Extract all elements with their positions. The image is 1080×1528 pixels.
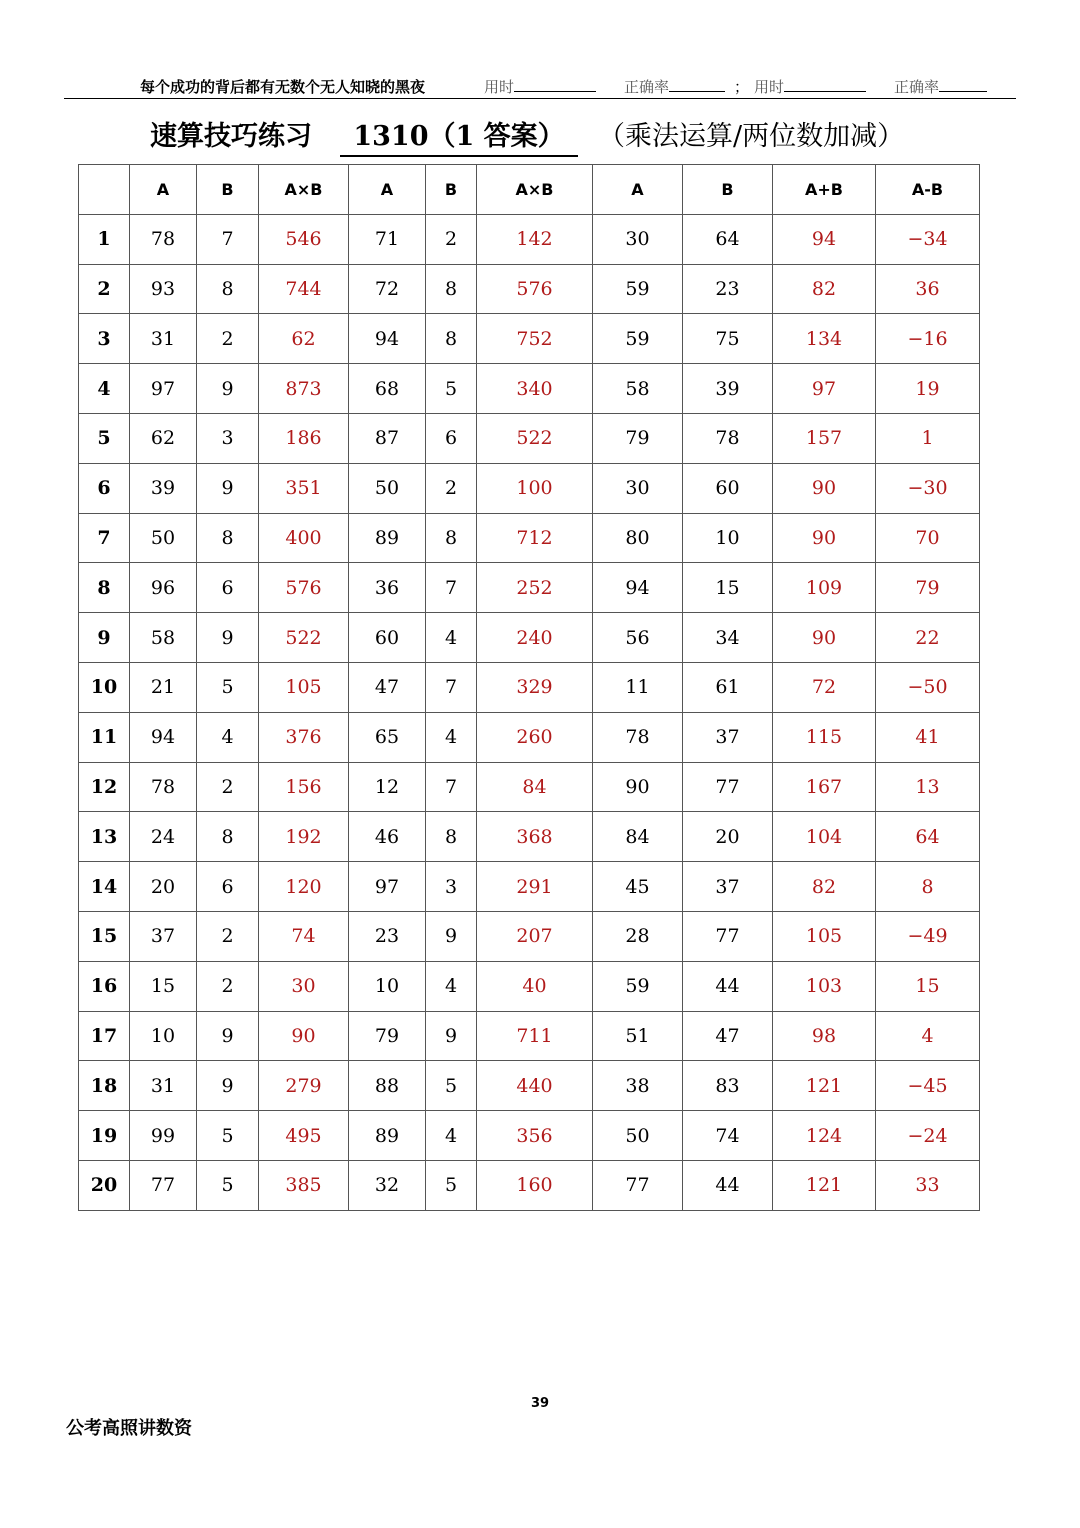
answer-cell: 64 [876,812,980,862]
answer-cell: 105 [773,911,876,961]
table-row [79,563,980,613]
operand-cell: 88 [349,1061,426,1111]
operand-cell: 11 [593,662,683,712]
operand-cell: 7 [426,662,477,712]
operand-cell: 31 [130,1061,197,1111]
answer-cell: 84 [477,762,593,812]
operand-cell: 2 [197,314,259,364]
table-header-row [79,165,980,215]
footer-text: 公考高照讲数资 [66,1418,192,1439]
operand-cell: 20 [130,862,197,912]
row-number: 3 [79,314,130,364]
answer-cell: 1 [876,413,980,463]
operand-cell: 59 [593,961,683,1011]
operand-cell: 51 [593,1011,683,1061]
answer-cell: −16 [876,314,980,364]
table-row [79,613,980,663]
operand-cell: 10 [683,513,773,563]
title-subtitle: （乘法运算/两位数加减） [598,121,905,152]
row-number: 10 [79,662,130,712]
operand-cell: 94 [349,314,426,364]
operand-cell: 61 [683,662,773,712]
column-header: A [593,165,683,215]
accuracy-label-2: 正确率 [894,78,940,96]
accuracy-field-2 [894,76,987,97]
operand-cell: 8 [426,812,477,862]
table-row [79,862,980,912]
operand-cell: 56 [593,613,683,663]
operand-cell: 71 [349,214,426,264]
operand-cell: 80 [593,513,683,563]
accuracy-field-1 [624,76,725,97]
operand-cell: 78 [593,712,683,762]
answer-cell: 351 [259,463,349,513]
operand-cell: 9 [197,613,259,663]
table-row [79,662,980,712]
row-number: 9 [79,613,130,663]
operand-cell: 6 [426,413,477,463]
column-header [79,165,130,215]
answer-cell: 356 [477,1111,593,1161]
operand-cell: 99 [130,1111,197,1161]
answer-cell: 90 [259,1011,349,1061]
answer-cell: 752 [477,314,593,364]
operand-cell: 15 [130,961,197,1011]
operand-cell: 4 [197,712,259,762]
operand-cell: 2 [197,911,259,961]
operand-cell: 5 [426,1160,477,1210]
answer-cell: 82 [773,264,876,314]
operand-cell: 37 [683,862,773,912]
answer-cell: 121 [773,1061,876,1111]
table-row [79,364,980,414]
answer-cell: 156 [259,762,349,812]
answer-cell: 62 [259,314,349,364]
answer-cell: 252 [477,563,593,613]
answer-cell: 167 [773,762,876,812]
operand-cell: 37 [130,911,197,961]
operand-cell: 45 [593,862,683,912]
operand-cell: 8 [426,314,477,364]
operand-cell: 8 [426,513,477,563]
column-header: A [349,165,426,215]
operand-cell: 59 [593,314,683,364]
table-row [79,1160,980,1210]
operand-cell: 79 [349,1011,426,1061]
operand-cell: 9 [426,1011,477,1061]
operand-cell: 93 [130,264,197,314]
answer-cell: 15 [876,961,980,1011]
operand-cell: 77 [683,911,773,961]
table-row [79,911,980,961]
motto-text: 每个成功的背后都有无数个无人知晓的黑夜 [140,78,426,96]
operand-cell: 21 [130,662,197,712]
answer-cell: 33 [876,1160,980,1210]
answer-cell: 522 [259,613,349,663]
page-number: 39 [530,1396,550,1411]
row-number: 18 [79,1061,130,1111]
answer-cell: −24 [876,1111,980,1161]
row-number: 17 [79,1011,130,1061]
operand-cell: 58 [593,364,683,414]
operand-cell: 8 [197,812,259,862]
answer-cell: 103 [773,961,876,1011]
operand-cell: 64 [683,214,773,264]
answer-cell: 873 [259,364,349,414]
operand-cell: 4 [426,712,477,762]
operand-cell: 59 [593,264,683,314]
operand-cell: 79 [593,413,683,463]
operand-cell: 77 [593,1160,683,1210]
row-number: 11 [79,712,130,762]
operand-cell: 90 [593,762,683,812]
answer-cell: −34 [876,214,980,264]
operand-cell: 2 [426,463,477,513]
answer-cell: 440 [477,1061,593,1111]
operand-cell: 83 [683,1061,773,1111]
page-title [0,110,1080,154]
answer-cell: −49 [876,911,980,961]
row-number: 19 [79,1111,130,1161]
operand-cell: 62 [130,413,197,463]
operand-cell: 97 [130,364,197,414]
answer-cell: 100 [477,463,593,513]
answer-cell: 90 [773,613,876,663]
title-main: 速算技巧练习 [150,121,312,152]
operand-cell: 84 [593,812,683,862]
operand-cell: 30 [593,463,683,513]
operand-cell: 31 [130,314,197,364]
time-blank-1 [514,77,596,92]
operand-cell: 6 [197,862,259,912]
operand-cell: 38 [593,1061,683,1111]
answer-cell: 74 [259,911,349,961]
operand-cell: 9 [426,911,477,961]
row-number: 4 [79,364,130,414]
operand-cell: 77 [130,1160,197,1210]
answer-cell: 90 [773,513,876,563]
time-label-1: 用时 [484,78,515,96]
column-header: A+B [773,165,876,215]
operand-cell: 5 [426,1061,477,1111]
operand-cell: 94 [130,712,197,762]
operand-cell: 7 [426,762,477,812]
operand-cell: 96 [130,563,197,613]
operand-cell: 47 [349,662,426,712]
answer-cell: 385 [259,1160,349,1210]
operand-cell: 23 [349,911,426,961]
answer-cell: 240 [477,613,593,663]
operand-cell: 3 [197,413,259,463]
table-row [79,264,980,314]
table-row [79,762,980,812]
answer-cell: 40 [477,961,593,1011]
operand-cell: 75 [683,314,773,364]
operand-cell: 9 [197,364,259,414]
operand-cell: 5 [426,364,477,414]
operand-cell: 39 [130,463,197,513]
operand-cell: 68 [349,364,426,414]
separator: ； [734,78,750,96]
operand-cell: 78 [683,413,773,463]
operand-cell: 20 [683,812,773,862]
operand-cell: 97 [349,862,426,912]
answer-cell: 104 [773,812,876,862]
answer-cell: 82 [773,862,876,912]
answer-cell: 121 [773,1160,876,1210]
operand-cell: 4 [426,1111,477,1161]
answer-cell: 279 [259,1061,349,1111]
operand-cell: 9 [197,1011,259,1061]
operand-cell: 39 [683,364,773,414]
operand-cell: 32 [349,1160,426,1210]
accuracy-blank-1 [669,77,725,92]
answer-cell: 712 [477,513,593,563]
answer-cell: 115 [773,712,876,762]
answer-cell: 13 [876,762,980,812]
answer-cell: 495 [259,1111,349,1161]
answer-cell: 36 [876,264,980,314]
answer-cell: −30 [876,463,980,513]
operand-cell: 78 [130,214,197,264]
column-header: B [426,165,477,215]
answer-cell: 22 [876,613,980,663]
operand-cell: 50 [593,1111,683,1161]
operand-cell: 46 [349,812,426,862]
operand-cell: 12 [349,762,426,812]
answer-cell: 72 [773,662,876,712]
operand-cell: 94 [593,563,683,613]
column-header: A×B [259,165,349,215]
operand-cell: 3 [426,862,477,912]
operand-cell: 24 [130,812,197,862]
time-label-2: 用时 [754,78,785,96]
answer-cell: 192 [259,812,349,862]
row-number: 12 [79,762,130,812]
answer-cell: 340 [477,364,593,414]
answer-cell: 41 [876,712,980,762]
table-row [79,961,980,1011]
operand-cell: 78 [130,762,197,812]
operand-cell: 4 [426,613,477,663]
answer-cell: 98 [773,1011,876,1061]
answer-cell: 157 [773,413,876,463]
column-header: A [130,165,197,215]
operand-cell: 87 [349,413,426,463]
row-number: 20 [79,1160,130,1210]
column-header: A×B [477,165,593,215]
table-row [79,463,980,513]
answer-cell: 90 [773,463,876,513]
operand-cell: 8 [197,264,259,314]
operand-cell: 72 [349,264,426,314]
operand-cell: 10 [349,961,426,1011]
operand-cell: 8 [197,513,259,563]
page-header [0,76,1080,98]
answer-cell: 207 [477,911,593,961]
row-number: 5 [79,413,130,463]
answer-cell: 376 [259,712,349,762]
answer-cell: 109 [773,563,876,613]
row-number: 13 [79,812,130,862]
row-number: 15 [79,911,130,961]
answer-cell: 576 [477,264,593,314]
table-row [79,413,980,463]
answer-cell: −50 [876,662,980,712]
accuracy-label-1: 正确率 [624,78,670,96]
operand-cell: 30 [593,214,683,264]
answer-cell: 522 [477,413,593,463]
answer-cell: 4 [876,1011,980,1061]
operand-cell: 44 [683,1160,773,1210]
answer-cell: 105 [259,662,349,712]
row-number: 7 [79,513,130,563]
operand-cell: 15 [683,563,773,613]
operand-cell: 50 [349,463,426,513]
table-row [79,1111,980,1161]
operand-cell: 74 [683,1111,773,1161]
column-header: B [683,165,773,215]
answer-cell: 186 [259,413,349,463]
answer-cell: 120 [259,862,349,912]
answer-cell: 576 [259,563,349,613]
answer-table [78,164,980,1211]
operand-cell: 47 [683,1011,773,1061]
accuracy-blank-2 [939,77,987,92]
table-row [79,314,980,364]
table-row [79,1061,980,1111]
title-code: 1310（1 答案） [340,114,578,157]
operand-cell: 50 [130,513,197,563]
operand-cell: 7 [197,214,259,264]
answer-cell: 19 [876,364,980,414]
operand-cell: 77 [683,762,773,812]
answer-cell: 400 [259,513,349,563]
operand-cell: 89 [349,513,426,563]
time-blank-2 [784,77,866,92]
table-row [79,812,980,862]
operand-cell: 58 [130,613,197,663]
operand-cell: 60 [683,463,773,513]
operand-cell: 2 [197,961,259,1011]
row-number: 16 [79,961,130,1011]
operand-cell: 4 [426,961,477,1011]
answer-cell: 291 [477,862,593,912]
answer-cell: 711 [477,1011,593,1061]
answer-cell: 97 [773,364,876,414]
time-field-2 [754,76,866,97]
answer-cell: 30 [259,961,349,1011]
answer-cell: 260 [477,712,593,762]
time-field-1 [484,76,596,97]
answer-cell: 124 [773,1111,876,1161]
operand-cell: 23 [683,264,773,314]
operand-cell: 2 [426,214,477,264]
operand-cell: 65 [349,712,426,762]
row-number: 14 [79,862,130,912]
answer-cell: −45 [876,1061,980,1111]
row-number: 1 [79,214,130,264]
answer-cell: 70 [876,513,980,563]
row-number: 8 [79,563,130,613]
answer-cell: 546 [259,214,349,264]
operand-cell: 7 [426,563,477,613]
operand-cell: 89 [349,1111,426,1161]
table-row [79,214,980,264]
operand-cell: 9 [197,1061,259,1111]
operand-cell: 36 [349,563,426,613]
operand-cell: 44 [683,961,773,1011]
answer-cell: 160 [477,1160,593,1210]
operand-cell: 10 [130,1011,197,1061]
answer-cell: 79 [876,563,980,613]
table-row [79,712,980,762]
operand-cell: 9 [197,463,259,513]
header-divider [64,98,1016,99]
operand-cell: 34 [683,613,773,663]
operand-cell: 28 [593,911,683,961]
operand-cell: 5 [197,662,259,712]
table-body [79,214,980,1210]
answer-cell: 744 [259,264,349,314]
column-header: B [197,165,259,215]
row-number: 6 [79,463,130,513]
operand-cell: 6 [197,563,259,613]
row-number: 2 [79,264,130,314]
answer-cell: 94 [773,214,876,264]
operand-cell: 2 [197,762,259,812]
answer-cell: 142 [477,214,593,264]
operand-cell: 5 [197,1111,259,1161]
table-row [79,1011,980,1061]
answer-cell: 368 [477,812,593,862]
answer-cell: 8 [876,862,980,912]
operand-cell: 37 [683,712,773,762]
operand-cell: 60 [349,613,426,663]
operand-cell: 8 [426,264,477,314]
answer-cell: 134 [773,314,876,364]
column-header: A-B [876,165,980,215]
table-row [79,513,980,563]
operand-cell: 5 [197,1160,259,1210]
answer-cell: 329 [477,662,593,712]
